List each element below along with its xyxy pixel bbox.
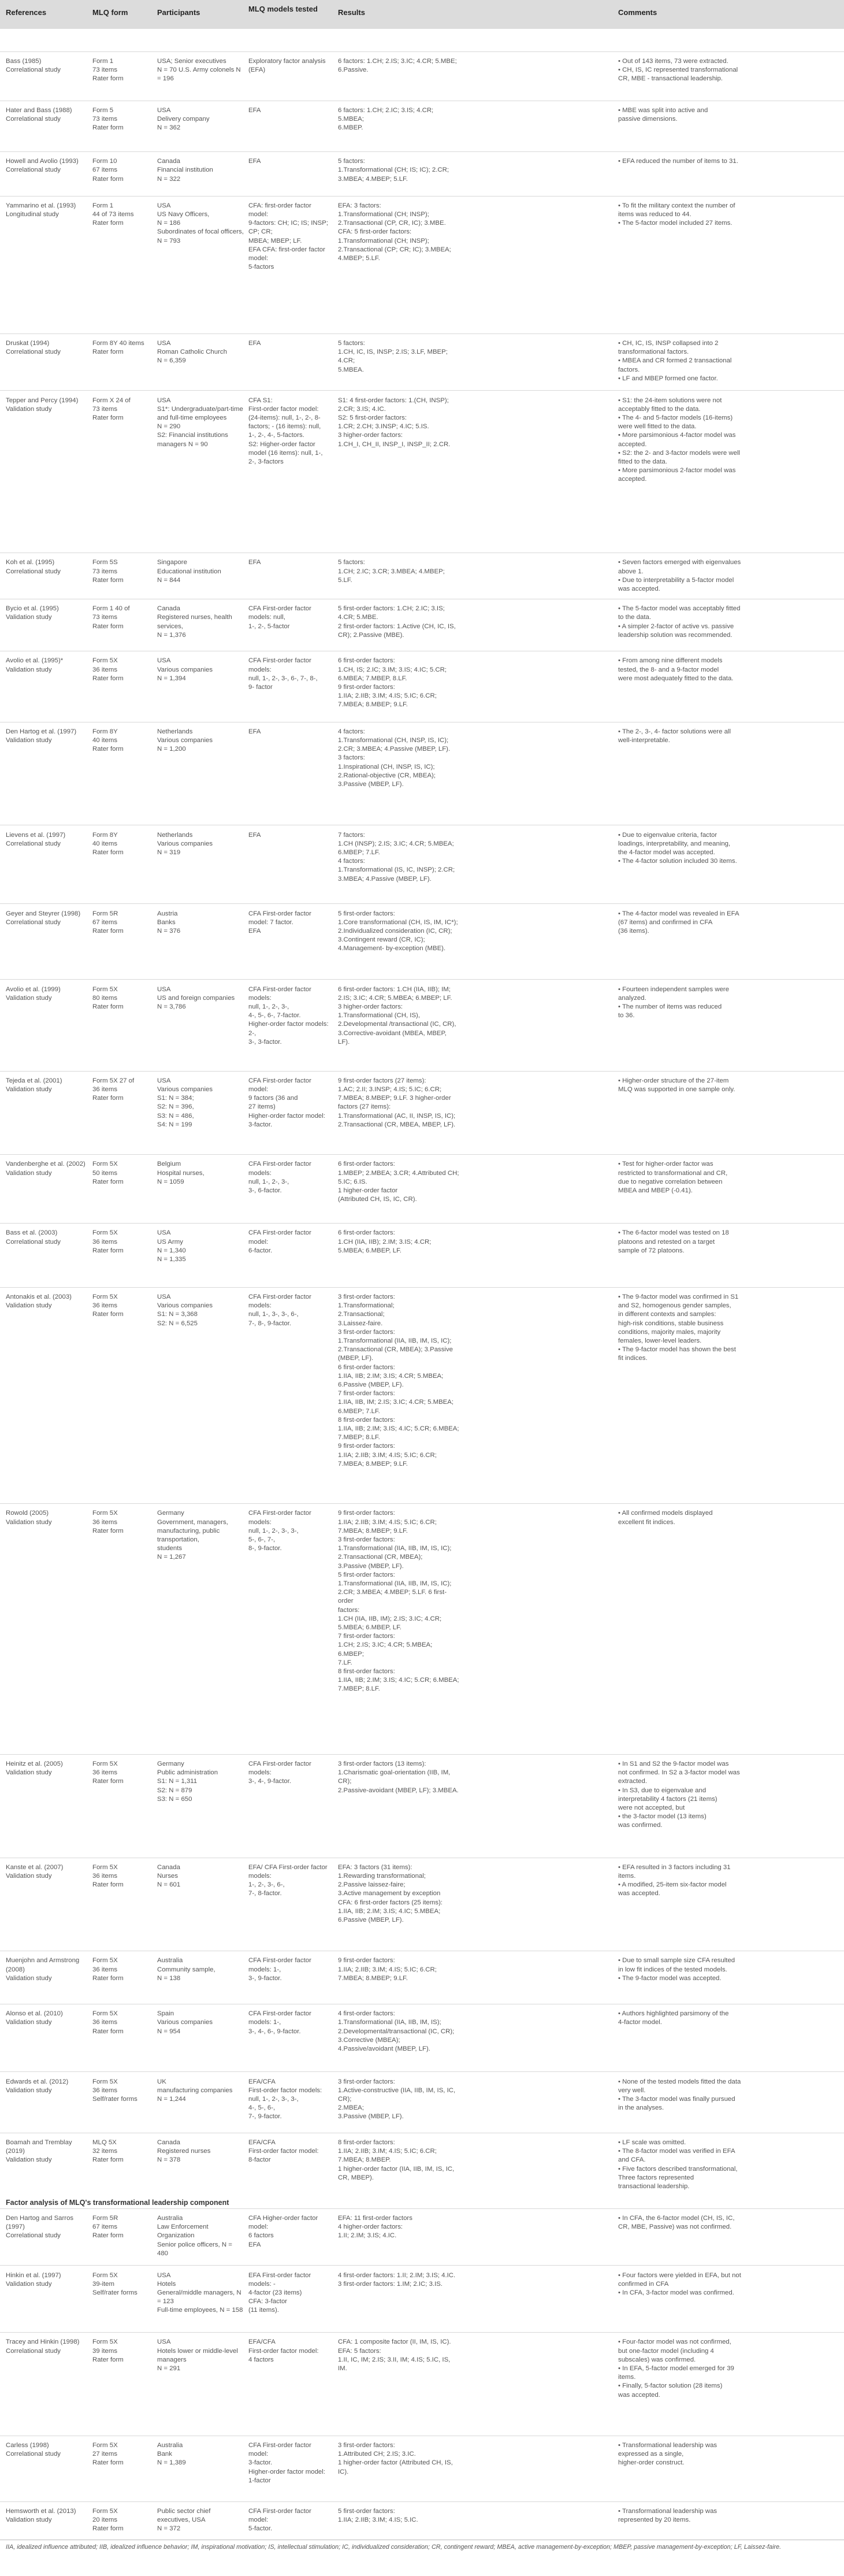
table-cell-com: • None of the tested models fitted the data very well. • The 3-factor model was finally pursued in the analyses.: [618, 2078, 741, 2112]
table-cell-res: 3 first-order factors: 1.Attributed CH; 2.IS; 3.IC. 1 higher-order factor (Attributed CH, IS, IC).: [338, 2441, 453, 2475]
table-cell-res: 6 first-order factors: 1.CH, IS; 2.IC; 3.IM; 3.IS; 4.IC; 5.CR; 6.MBEA; 7.MBEP, 8.LF. 9 first-order factors: 1.IIA; 2.IIB; 3.IM; 4.IS; 5.IC; 6.CR; 7.MBEA; 8.MBEP; 9.LF.: [338, 657, 447, 709]
table-cell-ref: Howell and Avolio (1993) Correlational study: [6, 158, 79, 174]
table-cell-res: 3 first-order factors: 1.Transformational; 2.Transactional; 3.Laissez-faire. 3 first-order factors: 1.Transformational (IIA, IIB, IM, IS, IC); 2.Transactional (CR, MBEA); 3.Passive (MBEP, LF). 6 first-order factors: 1.IIA, IIB; 2.IM; 3.IS; 4.CR; 5.MBEA; 6.Passive (MBEP, LF). 7 first-order factors: 1.IIA, IIB, IM; 2.IS; 3.IC; 4.CR; 5.MBEA; 6.MBEP; 7.LF. 8 first-order factors: 1.IIA, IIB; 2.IM; 3.IS; 4.IC; 5.CR; 6.MBEA; 7.MBEP; 8.LF. 9 first-order factors: 1.IIA; 2.IIB; 3.IM; 4.IS; 5.IC; 6.CR; 7.MBEA; 8.MBEP; 9.LF.: [338, 1293, 459, 1467]
table-cell-model: CFA First-order factor model: 3-factor. Higher-order factor model: 1-factor: [248, 2441, 325, 2484]
table-cell-part: Canada Financial institution N = 322: [157, 158, 213, 183]
table-cell-form: Form 5 73 items Rater form: [92, 106, 124, 132]
table-cell-part: Germany Public administration S1: N = 1,311 S2: N = 879 S3: N = 650: [157, 1760, 218, 1803]
table-cell-form: Form 5R 67 items Rater form: [92, 910, 124, 935]
table-cell-model: CFA First-order factor model: 5-factor.: [248, 2507, 311, 2533]
header-results: Results: [338, 8, 365, 17]
table-cell-part: USA Hotels lower or middle-level managers N = 291: [157, 2338, 238, 2372]
table-cell-model: EFA/CFA First-order factor models: null, 1-, 2-, 3-, 3-, 4-, 5-, 6-, 7-, 9-factor.: [248, 2078, 322, 2121]
table-cell-ref: Tepper and Percy (1994) Validation study: [6, 396, 79, 413]
row-divider: [0, 1503, 844, 1504]
table-cell-model: EFA/ CFA First-order factor models: 1-, 2-, 3-, 6-, 7-, 8-factor.: [248, 1863, 328, 1897]
table-cell-res: 6 factors: 1.CH; 2.IS; 3.IC; 4.CR; 5.MBE; 6.Passive.: [338, 57, 457, 73]
table-cell-form: Form 5X 36 items Rater form: [92, 657, 124, 682]
table-cell-com: • Four factors were yielded in EFA, but not confirmed in CFA • In CFA, 3-factor model was confirmed.: [618, 2271, 741, 2296]
row-divider: [0, 196, 844, 197]
table-cell-com: • Seven factors emerged with eigenvalues above 1. • Due to interpretability a 5-factor model was accepted.: [618, 559, 741, 592]
table-cell-form: Form 5X 36 items Rater form: [92, 1863, 124, 1889]
table-cell-res: CFA: 1 composite factor (II, IM, IS, IC). EFA: 5 factors: 1.II, IC, IM; 2.IS; 3.II, IM; 4.IS; 5.IC, IS, IM.: [338, 2338, 451, 2372]
table-cell-form: Form 5X 36 items Rater form: [92, 1760, 124, 1785]
table-cell-com: • Fourteen independent samples were analyzed. • The number of items was reduced to 36.: [618, 985, 730, 1020]
table-cell-ref: Hemsworth et al. (2013) Validation study: [6, 2507, 76, 2524]
table-cell-model: CFA: first-order factor model: 9-factors: CH; IC; IS; INSP; CP; CR; MBEA; MBEP; LF. EFA CFA: first-order factor model: 5-factors: [248, 202, 328, 271]
row-divider: [0, 2501, 844, 2502]
table-cell-ref: Kanste et al. (2007) Validation study: [6, 1863, 64, 1880]
row-divider: [0, 2071, 844, 2072]
table-cell-res: S1: 4 first-order factors: 1.(CH, INSP); 2.CR; 3.IS; 4.IC. S2: 5 first-order factors: 1.CR; 2.CH; 3.INSP; 4.IC; 5.IS. 3 higher-order factors: 1.CH_I, CH_II, INSP_I, INSP_II; 2.CR.: [338, 396, 451, 448]
table-cell-model: EFA: [248, 339, 261, 347]
table-cell-part: Canada Nurses N = 601: [157, 1863, 181, 1889]
table-cell-model: CFA First-order factor model: 6-factor.: [248, 1229, 311, 1254]
table-cell-ref: Edwards et al. (2012) Validation study: [6, 2078, 69, 2094]
table-cell-part: USA US Navy Officers, N = 186 Subordinates of focal officers, N = 793: [157, 202, 244, 244]
table-cell-model: CFA First-order factor models: null, 1-, 3-, 3-, 6-, 7-, 8-, 9-factor.: [248, 1293, 311, 1327]
table-cell-com: • The 2-, 3-, 4- factor solutions were all well-interpretable.: [618, 728, 731, 744]
table-cell-res: 4 factors: 1.Transformational (CH, INSP, IS, IC); 2.CR; 3.MBEA; 4.Passive (MBEP, LF). 3 factors: 1.Inspirational (CH, INSP, IS, IC); 2.Rational-objective (CR, MBEA); 3.Passive (MBEP, LF).: [338, 728, 451, 788]
row-divider: [0, 979, 844, 980]
row-divider: [0, 1223, 844, 1224]
table-cell-ref: Vandenberghe et al. (2002) Validation study: [6, 1161, 85, 1177]
table-cell-model: EFA/CFA First-order factor model: 4 factors: [248, 2338, 319, 2363]
table-cell-part: Public sector chief executives, USA N = 372: [157, 2507, 211, 2533]
table-cell-ref: Rowold (2005) Validation study: [6, 1510, 52, 1526]
table-cell-ref: Bass et al. (2003) Correlational study: [6, 1229, 61, 1246]
table-cell-part: Netherlands Various companies N = 1,200: [157, 728, 213, 753]
table-cell-ref: Bass (1985) Correlational study: [6, 57, 61, 73]
table-cell-form: Form 8Y 40 items Rater form: [92, 339, 144, 356]
row-divider: [0, 2332, 844, 2333]
table-cell-com: • EFA resulted in 3 factors including 31 items. • A modified, 25-item six-factor model was accepted.: [618, 1863, 731, 1897]
table-cell-com: • Out of 143 items, 73 were extracted. • CH, IS, IC represented transformational CR, MBE - transactional leadership.: [618, 57, 738, 83]
table-cell-model: CFA First-order factor models: null, 1-, 2-, 3-, 3-, 5-, 6-, 7-, 8-, 9-factor.: [248, 1510, 311, 1552]
table-cell-model: CFA First-order factor models: 1-, 3-, 4-, 6-, 9-factor.: [248, 2010, 311, 2035]
table-cell-part: Netherlands Various companies N = 319: [157, 831, 213, 856]
table-cell-part: USA Various companies S1: N = 384; S2: N = 396, S3: N = 486, S4: N = 199: [157, 1077, 213, 1128]
table-cell-res: 6 first-order factors: 1.CH (IIA, IIB); IM; 2.IS; 3.IC; 4.CR; 5.MBEA; 6.MBEP; LF. 3 higher-order factors: 1.Transformational (CH, IS), 2.Developmental /transactional (IC, CR), 3.Corrective-avoidant (MBEA, MBEP, LF).: [338, 985, 456, 1046]
table-cell-model: CFA First-order factor model: 7 factor. EFA: [248, 910, 311, 935]
row-divider: [0, 1287, 844, 1288]
table-cell-form: Form 5X 39 items Rater form: [92, 2338, 124, 2363]
table-cell-part: Singapore Educational institution N = 844: [157, 559, 221, 584]
table-cell-model: CFA Higher-order factor model: 6 factors EFA: [248, 2215, 318, 2248]
table-cell-ref: Den Hartog and Sarros (1997) Correlational study: [6, 2215, 74, 2240]
table-cell-ref: Geyer and Steyrer (1998) Correlational study: [6, 910, 81, 926]
table-cell-com: • Authors highlighted parsimony of the 4-factor model.: [618, 2010, 729, 2026]
table-cell-model: CFA First-order factor models: null, 1-, 2-, 3-, 4-, 5-, 6-, 7-factor. Higher-order factor models: 2-, 3-, 3-factor.: [248, 985, 329, 1046]
table-cell-res: 4 first-order factors: 1.Transformational (IIA, IIB, IM, IS); 2.Developmental/transactional (IC, CR); 3.Corrective (MBEA); 4.Passive/avoidant (MBEP, LF).: [338, 2010, 455, 2052]
table-cell-res: EFA: 3 factors (31 items): 1.Rewarding transformational; 2.Passive laissez-faire; 3.Active management by exception CFA: 6 first-order factors (25 items): 1.IIA, IIB; 2.IM; 3.IS; 4.IC; 5.MBEA; 6.Passive (MBEP, LF).: [338, 1863, 443, 1923]
table-cell-part: Austria Banks N = 376: [157, 910, 181, 935]
table-cell-res: 5 factors: 1.CH, IC, IS, INSP; 2.IS; 3.LF, MBEP; 4.CR; 5.MBEA.: [338, 339, 448, 373]
table-cell-model: EFA: [248, 158, 261, 165]
header-references: References: [6, 8, 47, 17]
table-cell-ref: Tracey and Hinkin (1998) Correlational study: [6, 2338, 80, 2355]
table-cell-res: 6 factors: 1.CH; 2.IC; 3.IS; 4.CR; 5.MBEA; 6.MBEP.: [338, 106, 434, 132]
table-cell-part: USA S1*: Undergraduate/part-time and full-time employees N = 290 S2: Financial institutions managers N = 90: [157, 396, 243, 448]
table-cell-form: Form 8Y 40 items Rater form: [92, 831, 124, 856]
table-cell-part: USA Hotels General/middle managers, N = 123 Full-time employees, N = 158: [157, 2271, 243, 2314]
table-cell-ref: Bycio et al. (1995) Validation study: [6, 605, 59, 621]
table-cell-form: Form 5S 73 items Rater form: [92, 559, 124, 584]
table-cell-form: Form 5X 39-item Self/rater forms: [92, 2271, 137, 2296]
table-cell-res: 6 first-order factors: 1.CH (IIA, IIB); 2.IM; 3.IS; 4.CR; 5.MBEA; 6.MBEP, LF.: [338, 1229, 432, 1254]
table-cell-ref: Heinitz et al. (2005) Validation study: [6, 1760, 63, 1777]
table-cell-form: Form 5R 67 items Rater form: [92, 2215, 124, 2240]
table-cell-form: MLQ 5X 32 items Rater form: [92, 2139, 124, 2164]
table-cell-model: EFA: [248, 831, 261, 839]
table-cell-ref: Boamah and Tremblay (2019) Validation study: [6, 2139, 72, 2164]
table-cell-res: 9 first-order factors: 1.IIA; 2.IIB; 3.IM; 4.IS; 5.IC; 6.CR; 7.MBEA; 8.MBEP; 9.LF. 3 first-order factors: 1.Transformational (IIA, IIB, IM, IS, IC); 2.Transactional (CR, MBEA); 3.Passive (MBEP, LF). 5 first-order factors: 1.Transformational (IIA, IIB, IM, IS, IC); 2.CR; 3.MBEA; 4.MBEP; 5.LF. 6 first-order factors: 1.CH (IIA, IIB, IM); 2.IS; 3.IC; 4.CR; 5.MBEA; 6.MBEP, LF. 7 first-order factors: 1.CH; 2.IS; 3.IC; 4.CR; 5.MBEA; 6.MBEP; 7.LF. 8 first-order factors: 1.IIA, IIB; 2.IM; 3.IS; 4.IC; 5.CR; 6.MBEA; 7.MBEP; 8.LF.: [338, 1510, 459, 1693]
table-cell-res: EFA: 3 factors: 1.Transformational (CH; INSP); 2.Transactional (CP, CR, IC); 3.MBE. CFA: 5 first-order factors: 1.Transformational (CH; INSP); 2.Transactional (CP; CR; IC); 3.MBEA; 4.MBEP; 5.LF.: [338, 202, 451, 262]
table-cell-form: Form 10 67 items Rater form: [92, 158, 124, 183]
row-divider: [0, 151, 844, 152]
table-cell-model: CFA First-order factor models: 3-, 4-, 9-factor.: [248, 1760, 311, 1785]
table-cell-model: EFA: [248, 728, 261, 735]
table-cell-com: • LF scale was omitted. • The 8-factor model was verified in EFA and CFA. • Five factors described transformational, Three factors represented transactional leadership.: [618, 2139, 738, 2190]
row-divider: [0, 2208, 844, 2209]
table-cell-model: CFA First-order factor models: null, 1-, 2-, 5-factor: [248, 605, 311, 630]
table-cell-com: • Due to eigenvalue criteria, factor loadings, interpretability, and meaning, the 4-factor model was accepted. • The 4-factor solution included 30 items.: [618, 831, 737, 865]
table-cell-com: • EFA reduced the number of items to 31.: [618, 158, 738, 165]
table-cell-com: • In S1 and S2 the 9-factor model was not confirmed. In S2 a 3-factor model was extracted. • In S3, due to eigenvalue and interpretability 4 factors (21 items) were not accepted, but • the 3-factor model (13 items) was confirmed.: [618, 1760, 740, 1829]
table-cell-res: 3 first-order factors: 1.Active-constructive (IIA, IIB, IM, IS, IC, CR); 2.MBEA; 3.Passive (MBEP, LF).: [338, 2078, 456, 2121]
table-cell-ref: Druskat (1994) Correlational study: [6, 339, 61, 356]
table-cell-model: CFA S1: First-order factor model: (24-items): null, 1-, 2-, 8-factors; - (16 items): null, 1-, 2-, 4-, 5-factors. S2: Higher-order factor model (16 items): null, 1-, 2-, 3-factors: [248, 396, 323, 466]
table-header-row: [0, 0, 844, 29]
table-cell-model: CFA First-order factor models: null, 1-, 2-, 3-, 3-, 6-factor.: [248, 1161, 311, 1194]
table-cell-model: CFA First-order factor models: null, 1-, 2-, 3-, 6-, 7-, 8-, 9- factor: [248, 657, 318, 691]
table-cell-form: Form 5X 36 items Self/rater forms: [92, 2078, 137, 2103]
table-cell-ref: Lievens et al. (1997) Correlational study: [6, 831, 66, 847]
table-cell-form: Form 5X 36 items Rater form: [92, 1957, 124, 1982]
table-cell-res: 5 factors: 1.Transformational (CH; IS; IC); 2.CR; 3.MBEA; 4.MBEP; 5.LF.: [338, 158, 449, 183]
row-divider: [0, 1071, 844, 1072]
header-mlq-models-tested: MLQ models tested: [248, 5, 318, 13]
table-cell-form: Form 1 73 items Rater form: [92, 57, 124, 83]
table-cell-part: Germany Government, managers, manufacturing, public transportation, students N = 1,267: [157, 1510, 228, 1561]
table-cell-com: • Test for higher-order factor was restricted to transformational and CR, due to negative correlation between MBEA and MBEP (-0.41).: [618, 1161, 728, 1194]
table-cell-ref: Hinkin et al. (1997) Validation study: [6, 2271, 61, 2288]
table-cell-com: • From among nine different models tested, the 8- and a 9-factor model were most adequately fitted to the data.: [618, 657, 734, 682]
table-cell-res: 8 first-order factors: 1.IIA; 2.IIB; 3.IM; 4.IS; 5.IC; 6.CR; 7.MBEA; 8.MBEP. 1 higher-order factor (IIA, IIB, IM, IS, IC, CR, MBEP).: [338, 2139, 455, 2181]
table-cell-form: Form 5X 36 items Rater form: [92, 1510, 124, 1535]
row-divider: [0, 903, 844, 904]
table-cell-part: USA US Army N = 1,340 N = 1,335: [157, 1229, 186, 1263]
table-cell-ref: Muenjohn and Armstrong (2008) Validation study: [6, 1957, 80, 1982]
table-cell-part: USA Roman Catholic Church N = 6,359: [157, 339, 227, 365]
table-cell-ref: Yammarino et al. (1993) Longitudinal study: [6, 202, 76, 218]
row-divider: [0, 1154, 844, 1155]
table-cell-form: Form 5X 27 items Rater form: [92, 2441, 124, 2467]
table-cell-com: • CH, IC, IS, INSP collapsed into 2 transformational factors. • MBEA and CR formed 2 transactional factors. • LF and MBEP formed one factor.: [618, 339, 732, 382]
table-cell-ref: Koh et al. (1995) Correlational study: [6, 559, 61, 575]
row-divider: [0, 2265, 844, 2266]
table-cell-ref: Antonakis et al. (2003) Validation study: [6, 1293, 72, 1310]
table-cell-model: CFA First-order factor models: 1-, 3-, 9-factor.: [248, 1957, 311, 1982]
table-cell-ref: Avolio et al. (1995)* Validation study: [6, 657, 64, 673]
table-cell-ref: Alonso et al. (2010) Validation study: [6, 2010, 63, 2026]
table-cell-res: 5 first-order factors: 1.CH; 2.IC; 3.IS; 4.CR; 5.MBE. 2 first-order factors: 1.Active (CH, IC, IS, CR); 2.Passive (MBE).: [338, 605, 456, 639]
table-cell-ref: Carless (1998) Correlational study: [6, 2441, 61, 2458]
header-participants: Participants: [157, 8, 200, 17]
table-cell-res: 9 first-order factors: 1.IIA; 2.IIB; 3.IM; 4.IS; 5.IC; 6.CR; 7.MBEA; 8.MBEP; 9.LF.: [338, 1957, 437, 1982]
table-cell-com: • The 5-factor model was acceptably fitted to the data. • A simpler 2-factor of active vs. passive leadership solution was recommended.: [618, 605, 741, 639]
table-cell-form: Form 1 44 of 73 items Rater form: [92, 202, 134, 227]
table-cell-form: Form 5X 36 items Rater form: [92, 2010, 124, 2035]
table-cell-com: • Due to small sample size CFA resulted in low fit indices of the tested models. • The 9-factor model was accepted.: [618, 1957, 735, 1982]
table-cell-part: Canada Registered nurses N = 378: [157, 2139, 211, 2164]
table-cell-form: Form 1 40 of 73 items Rater form: [92, 605, 130, 630]
table-cell-res: 6 first-order factors: 1.MBEP; 2.MBEA; 3.CR; 4.Attributed CH; 5.IC; 6.IS. 1 higher-order factor (Attributed CH, IS, IC, CR).: [338, 1161, 459, 1203]
table-cell-part: USA; Senior executives N = 70 U.S. Army colonels N = 196: [157, 57, 241, 83]
table-cell-part: Australia Law Enforcement Organization Senior police officers, N = 480: [157, 2215, 232, 2257]
row-divider: [0, 390, 844, 391]
table-cell-com: • The 9-factor model was confirmed in S1 and S2, homogenous gender samples, in different contexts and samples: high-risk conditions, stable business conditions, majority males, majority females, lower-level leaders. • The 9-factor model has shown the best fit indices.: [618, 1293, 739, 1362]
section-title: Factor analysis of MLQ's transformational leadership component: [6, 2198, 229, 2207]
table-cell-res: 5 first-order factors: 1.IIA; 2.IIB; 3.IM; 4.IS; 5.IC.: [338, 2507, 418, 2524]
table-cell-form: Form 5X 36 items Rater form: [92, 1293, 124, 1318]
table-cell-model: Exploratory factor analysis (EFA): [248, 57, 326, 73]
table-cell-com: • To fit the military context the number of items was reduced to 44. • The 5-factor model included 27 items.: [618, 202, 735, 227]
table-cell-form: Form 5X 27 of 36 items Rater form: [92, 1077, 135, 1102]
table-cell-com: • MBE was split into active and passive dimensions.: [618, 106, 708, 123]
table-cell-res: EFA: 11 first-order factors 4 higher-order factors: 1.II; 2.IM; 3.IS; 4.IC.: [338, 2215, 412, 2240]
table-cell-model: EFA: [248, 106, 261, 114]
table-cell-form: Form X 24 of 73 items Rater form: [92, 396, 131, 421]
table-cell-com: • The 4-factor model was revealed in EFA (67 items) and confirmed in CFA (36 items).: [618, 910, 739, 935]
table-cell-res: 9 first-order factors (27 items): 1.AC; 2.II; 3.INSP; 4.IS; 5.IC; 6.CR; 7.MBEA; 8.MBEP; 9.LF. 3 higher-order factors (27 items): 1.Transformational (AC, II, INSP, IS, IC); 2.Transactional (CR, MBEA, MBEP, LF).: [338, 1077, 456, 1128]
table-cell-com: • All confirmed models displayed excellent fit indices.: [618, 1510, 713, 1526]
table-cell-com: • Transformational leadership was represented by 20 items.: [618, 2507, 717, 2524]
table-cell-ref: Den Hartog et al. (1997) Validation study: [6, 728, 77, 744]
table-cell-part: USA Delivery company N = 362: [157, 106, 210, 132]
table-cell-part: Belgium Hospital nurses, N = 1059: [157, 1161, 205, 1185]
header-comments: Comments: [618, 8, 657, 17]
table-cell-part: Spain Various companies N = 954: [157, 2010, 213, 2035]
table-cell-ref: Hater and Bass (1988) Correlational study: [6, 106, 72, 123]
table-cell-model: EFA: [248, 559, 261, 566]
table-cell-model: CFA First-order factor model: 9 factors (36 and 27 items) Higher-order factor model: 3-factor.: [248, 1077, 325, 1128]
table-cell-res: 3 first-order factors (13 items): 1.Charismatic goal-orientation (IIB, IM, CR); 2.Passive-avoidant (MBEP, LF); 3.MBEA.: [338, 1760, 459, 1794]
table-cell-part: USA Various companies S1: N = 3,368 S2: N = 6,525: [157, 1293, 213, 1327]
table-cell-part: Australia Community sample, N = 138: [157, 1957, 215, 1982]
table-cell-com: • In CFA, the 6-factor model (CH, IS, IC, CR, MBE, Passive) was not confirmed.: [618, 2215, 735, 2231]
row-divider: [0, 333, 844, 334]
table-cell-part: Canada Registered nurses, health services, N = 1,376: [157, 605, 232, 639]
table-cell-model: EFA/CFA First-order factor model: 8-factor: [248, 2139, 319, 2164]
table-cell-com: • Four-factor model was not confirmed, but one-factor model (including 4 subscales) was confirmed. • In EFA, 5-factor model emerged for 39 items. • Finally, 5-factor solution (28 items) was accepted.: [618, 2338, 734, 2399]
header-mlq-form: MLQ form: [92, 8, 128, 17]
table-cell-res: 7 factors: 1.CH (INSP); 2.IS; 3.IC; 4.CR; 5.MBEA; 6.MBEP; 7.LF. 4 factors: 1.Transformational (IS, IC, INSP); 2.CR; 3.MBEA; 4.Passive (MBEP, LF).: [338, 831, 455, 883]
table-cell-ref: Tejeda et al. (2001) Validation study: [6, 1077, 62, 1093]
table-cell-res: 5 factors: 1.CH; 2.IC; 3.CR; 3.MBEA; 4.MBEP; 5.LF.: [338, 559, 445, 584]
row-divider: [0, 1754, 844, 1755]
table-cell-part: USA Various companies N = 1,394: [157, 657, 213, 682]
table-cell-part: UK manufacturing companies N = 1,244: [157, 2078, 233, 2103]
table-cell-res: 4 first-order factors: 1.II; 2.IM; 3.IS; 4.IC. 3 first-order factors: 1.IM; 2.IC; 3.IS.: [338, 2271, 456, 2288]
table-cell-form: Form 5X 36 items Rater form: [92, 1229, 124, 1254]
table-cell-form: Form 5X 80 items Rater form: [92, 985, 124, 1010]
table-cell-part: USA US and foreign companies N = 3,786: [157, 985, 235, 1010]
table-cell-com: • Higher-order structure of the 27-item MLQ was supported in one sample only.: [618, 1077, 735, 1093]
table-cell-com: • Transformational leadership was expressed as a single, higher-order construct.: [618, 2441, 717, 2467]
table-footnote: IIA, idealized influence attributed; IIB, idealized influence behavior; IM, inspirational motivation; IS, intellectual stimulation; IC, individualized consideration; CR, contingent reward; MBEA, active management-by-exception; MBEP, passive management-by-exception; LF, Laissez-faire.: [6, 2544, 782, 2551]
table-cell-com: • S1: the 24-item solutions were not acceptably fitted to the data. • The 4- and 5-factor models (16-items) were well fitted to the data. • More parsimonious 4-factor model was accepted. • S2: the 2- and 3-factor models were well fitted to the data. • More parsimonious 2-factor model was accepted.: [618, 396, 741, 483]
table-cell-form: Form 5X 50 items Rater form: [92, 1161, 124, 1185]
table-cell-model: EFA First-order factor models: - 4-factor (23 items) CFA: 3-factor (11 items).: [248, 2271, 311, 2314]
table-cell-com: • The 6-factor model was tested on 18 platoons and retested on a target sample of 72 platoons.: [618, 1229, 729, 1254]
row-divider: [0, 51, 844, 52]
table-cell-form: Form 8Y 40 items Rater form: [92, 728, 124, 753]
table-cell-part: Australia Bank N = 1,389: [157, 2441, 186, 2467]
table-cell-form: Form 5X 20 items Rater form: [92, 2507, 124, 2533]
table-cell-ref: Avolio et al. (1999) Validation study: [6, 985, 61, 1002]
table-cell-res: 5 first-order factors: 1.Core transformational (CH, IS, IM, IC*); 2.Individualized consideration (IC, CR); 3.Contingent reward (CR, IC); 4.Management- by-exception (MBE).: [338, 910, 458, 952]
